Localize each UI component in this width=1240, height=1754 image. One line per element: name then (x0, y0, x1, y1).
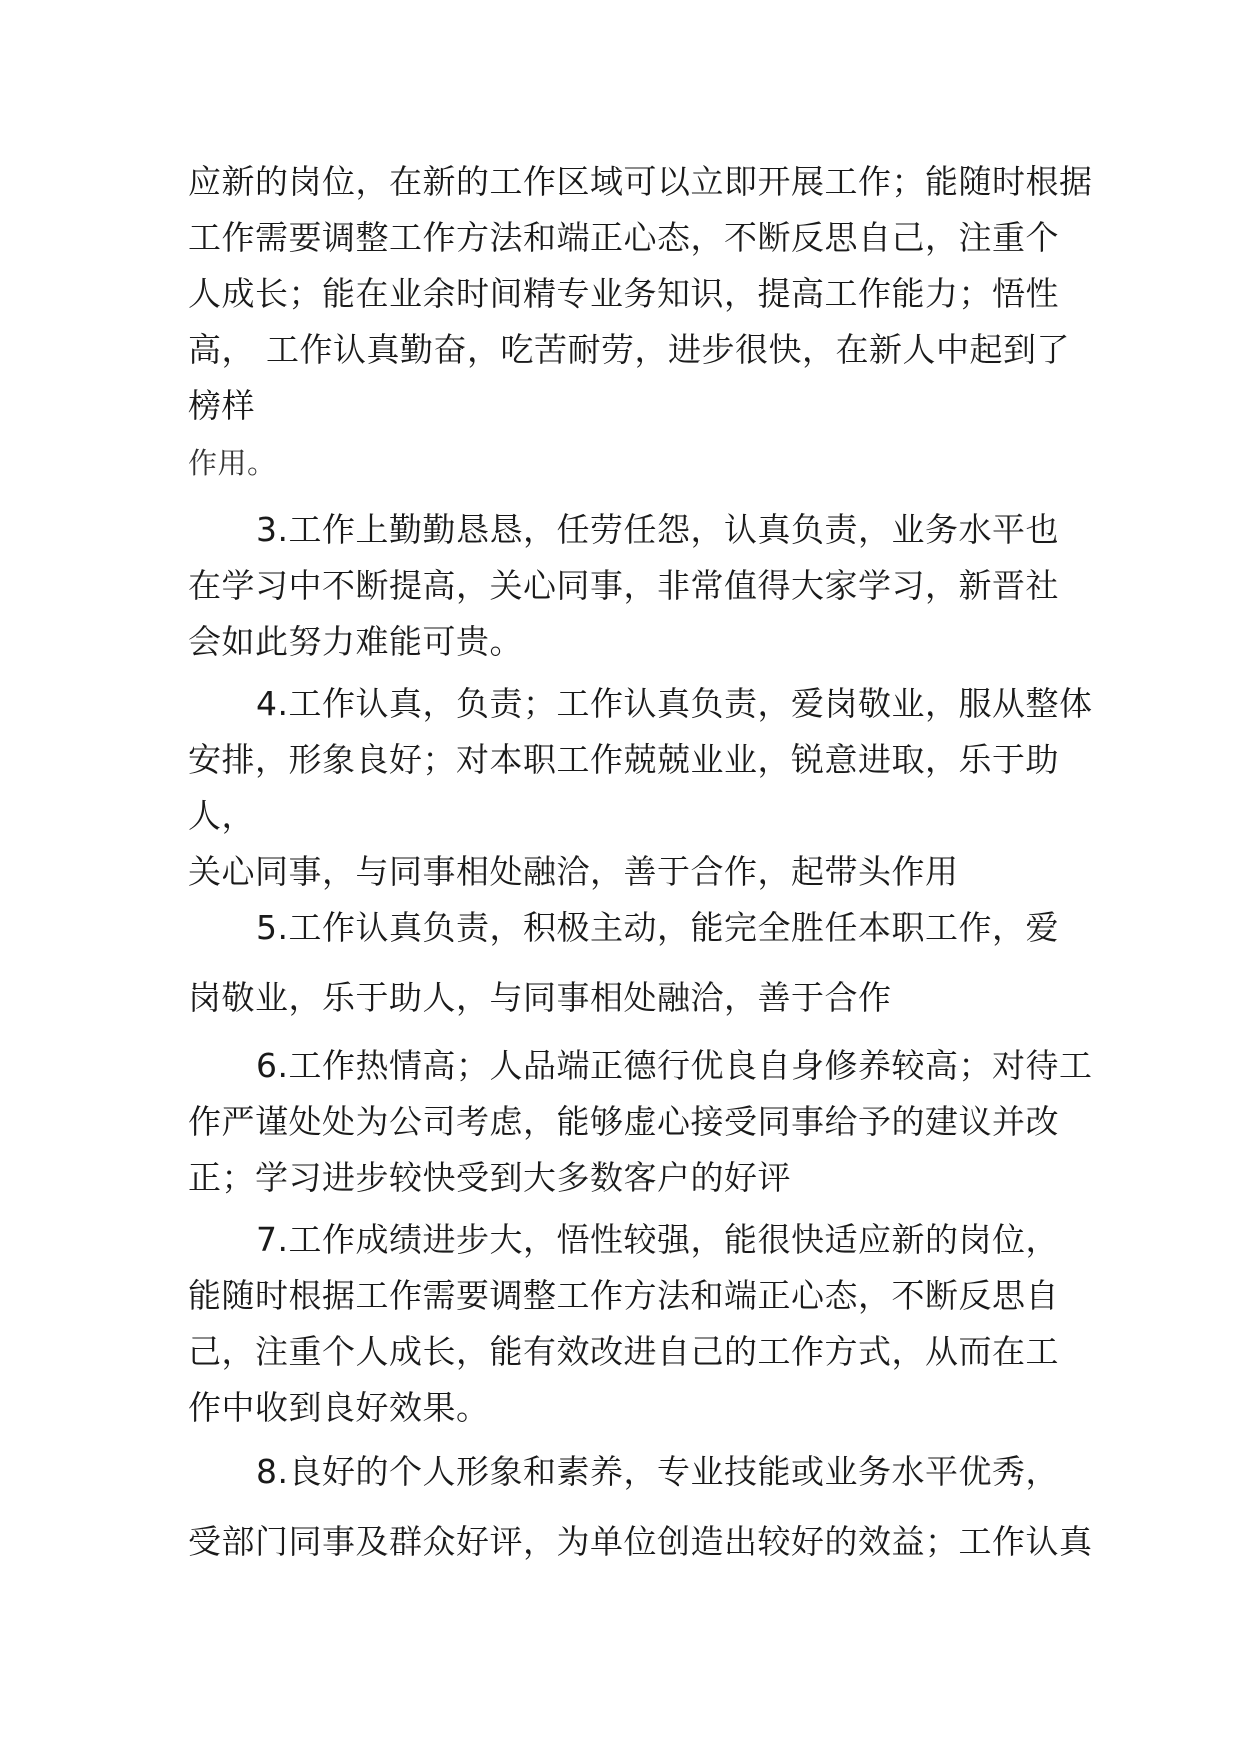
text-line: 高， 工作认真勤奋，吃苦耐劳，进步很快，在新人中起到了 (188, 330, 1070, 369)
text-line: 关心同事，与同事相处融洽，善于合作，起带头作用 (188, 852, 959, 891)
text-line: 会如此努力难能可贵。 (188, 622, 523, 661)
text-line: 工作需要调整工作方法和端正心态，不断反思自己，注重个 (188, 218, 1059, 257)
text-line: 应新的岗位，在新的工作区域可以立即开展工作；能随时根据 (188, 162, 1093, 201)
text-line: 正；学习进步较快受到大多数客户的好评 (188, 1158, 791, 1197)
text-line: 人， (188, 796, 255, 835)
text-line: 作严谨处处为公司考虑，能够虚心接受同事给予的建议并改 (188, 1102, 1059, 1141)
text-line: 岗敬业，乐于助人，与同事相处融洽，善于合作 (188, 978, 892, 1017)
paragraph-6-line: 6.工作热情高；人品端正德行优良自身修养较高；对待工 (256, 1046, 1093, 1085)
text-line: 在学习中不断提高，关心同事，非常值得大家学习，新晋社 (188, 566, 1059, 605)
paragraph-3-line: 3.工作上勤勤恳恳，任劳任怨，认真负责，业务水平也 (256, 510, 1059, 549)
text-line: 能随时根据工作需要调整工作方法和端正心态，不断反思自 (188, 1276, 1059, 1315)
paragraph-5-line: 5.工作认真负责，积极主动，能完全胜任本职工作，爱 (256, 908, 1059, 947)
paragraph-8-line: 8.良好的个人形象和素养，专业技能或业务水平优秀， (256, 1452, 1059, 1491)
paragraph-7-line: 7.工作成绩进步大，悟性较强，能很快适应新的岗位， (256, 1220, 1059, 1259)
text-line: 安排，形象良好；对本职工作兢兢业业，锐意进取，乐于助 (188, 740, 1059, 779)
paragraph-4-line: 4.工作认真，负责；工作认真负责，爱岗敬业，服从整体 (256, 684, 1093, 723)
text-line: 人成长；能在业余时间精专业务知识，提高工作能力；悟性 (188, 274, 1059, 313)
text-line: 榜样 (188, 386, 255, 425)
text-line: 受部门同事及群众好评，为单位创造出较好的效益；工作认真 (188, 1522, 1093, 1561)
text-line: 己，注重个人成长，能有效改进自己的工作方式，从而在工 (188, 1332, 1059, 1371)
text-line: 作用。 (188, 446, 277, 480)
text-line: 作中收到良好效果。 (188, 1388, 490, 1427)
